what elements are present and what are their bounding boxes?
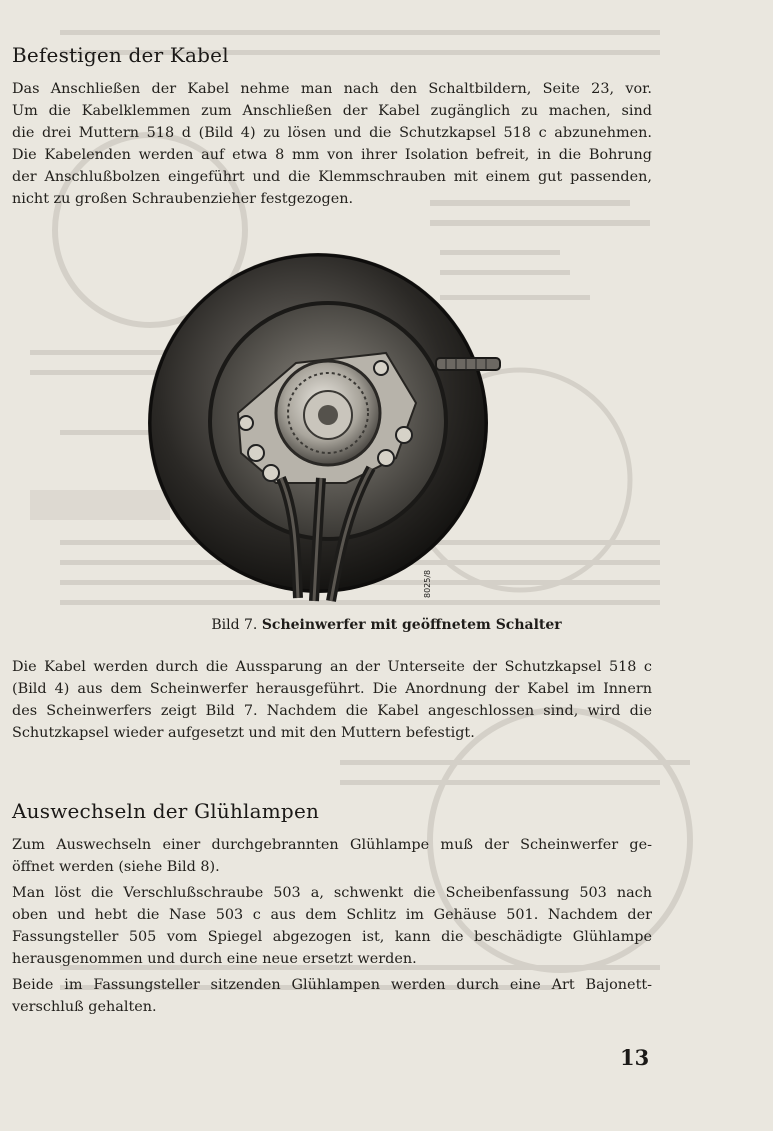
figure-caption xyxy=(0,617,773,633)
paragraph-cable-connection xyxy=(12,78,652,210)
text-line: nicht zu großen Schraubenzieher festgezogen. xyxy=(12,191,354,207)
headlamp-open-switch-photo xyxy=(146,243,516,615)
paragraph-open-headlamp xyxy=(12,834,652,878)
text-line: herausgenommen und durch eine neue ersetzt werden. xyxy=(12,951,417,967)
text-line: (Bild 4) aus dem Scheinwerfer herausgeführt. Die Anordnung der Kabel im Innern xyxy=(12,681,652,697)
text-line: öffnet werden (siehe Bild 8). xyxy=(12,859,220,875)
text-line: Die Kabel werden durch die Aussparung an der Unterseite der Schutzkapsel 518 c xyxy=(12,659,652,675)
text-line: oben und hebt die Nase 503 c aus dem Schlitz im Gehäuse 501. Nachdem der xyxy=(12,907,652,923)
section-heading-gluehlampen: Auswechseln der Glühlampen xyxy=(12,799,320,823)
text-line: Das Anschließen der Kabel nehme man nach den Schaltbildern, Seite 23, vor. xyxy=(12,81,652,97)
figure-caption-text: Scheinwerfer mit geöffnetem Schalter xyxy=(261,617,562,633)
text-line: Die Kabelenden werden auf etwa 8 mm von ihrer Isolation befreit, in die Bohrung xyxy=(12,147,652,163)
text-line: Zum Auswechseln einer durchgebrannten Glühlampe muß der Scheinwerfer ge- xyxy=(12,837,652,853)
text-line: die drei Muttern 518 d (Bild 4) zu lösen und die Schutzkapsel 518 c abzunehmen. xyxy=(12,125,652,141)
paragraph-lamp-replacement xyxy=(12,882,652,970)
section-heading-befestigen: Befestigen der Kabel xyxy=(12,43,229,67)
figure-reference-number: 8025/8 xyxy=(423,569,432,598)
text-line: Schutzkapsel wieder aufgesetzt und mit den Muttern befestigt. xyxy=(12,725,475,741)
text-line: Beide im Fassungsteller sitzenden Glühlampen werden durch eine Art Bajonett- xyxy=(12,977,652,993)
figure-caption-label: Bild 7. xyxy=(211,617,258,633)
text-line: Um die Kabelklemmen zum Anschließen der Kabel zugänglich zu machen, sind xyxy=(12,103,652,119)
text-line: verschluß gehalten. xyxy=(12,999,157,1015)
text-line: der Anschlußbolzen eingeführt und die Klemmschrauben mit einem gut passenden, xyxy=(12,169,652,185)
text-line: des Scheinwerfers zeigt Bild 7. Nachdem die Kabel angeschlossen sind, wird die xyxy=(12,703,652,719)
text-line: Fassungsteller 505 vom Spiegel abgezogen ist, kann die beschädigte Glühlampe xyxy=(12,929,652,945)
paragraph-bayonet xyxy=(12,974,652,1018)
text-line: Man löst die Verschlußschraube 503 a, schwenkt die Scheibenfassung 503 nach xyxy=(12,885,652,901)
page-number: 13 xyxy=(620,1045,650,1070)
paragraph-cable-routing xyxy=(12,656,652,744)
